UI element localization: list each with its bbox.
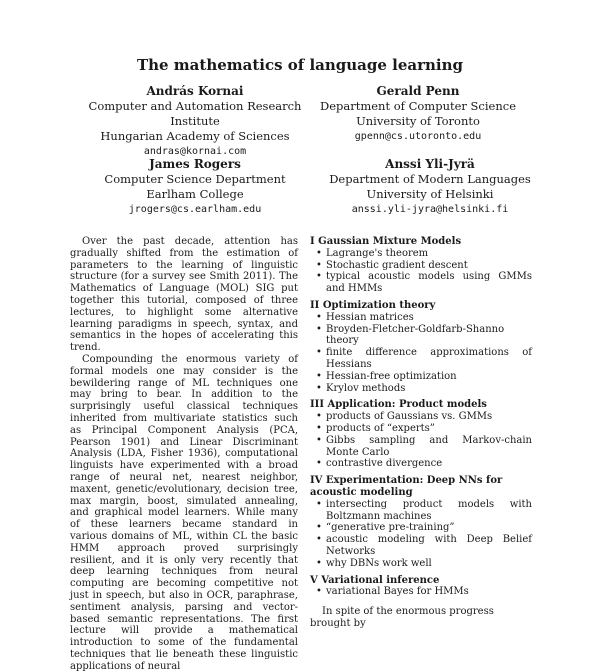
paper-title: The mathematics of language learning [136,56,464,74]
author-affiliation: University of Helsinki [366,187,494,201]
section-heading: I Gaussian Mixture Models [310,236,462,247]
list-item: • “generative pre-training” [326,522,532,534]
author-affiliation: Earlham College [146,187,244,201]
outline-section [310,399,532,470]
list-item: • intersecting product models with Boltzmann machines [326,499,532,523]
section-heading: V Variational inference [310,574,440,586]
author-affiliation: Computer and Automation Research Institute [88,99,302,128]
section-heading: II Optimization theory [310,299,436,311]
author-affiliation: Department of Modern Languages [329,172,531,186]
author-affiliation: Computer Science Department [104,172,286,186]
author-email: andras@kornai.com [143,146,247,157]
body-column-right [310,236,532,630]
outline-section [310,236,532,295]
list-item: • Broyden-Fletcher-Goldfarb-Shanno theory [326,324,532,348]
list-item: • Lagrange's theorem [326,248,532,260]
list-item: • why DBNs work well [326,558,532,570]
list-item: • Hessian matrices [326,312,532,324]
section-heading: III Application: Product models [310,399,487,411]
author-block [305,157,555,217]
author-email: gpenn@cs.utoronto.edu [354,131,482,142]
list-item: • acoustic modeling with Deep Belief Networks [326,534,532,558]
author-name: András Kornai [146,84,244,98]
author-email: jrogers@cs.earlham.edu [128,204,262,215]
author-affiliation: Department of Computer Science [319,99,517,113]
list-item: • finite difference approximations of Hessians [326,347,532,371]
list-item: • typical acoustic models using GMMs and HMMs [326,271,532,295]
author-name: Anssi Yli-Jyrä [385,157,475,171]
list-item: • products of “experts” [326,423,532,435]
body-paragraph: Compounding the enormous variety of formal models one may consider is the bewildering range of ML techniques one may bring to bear. In addition to the surprisingly useful classical techniques inherited from multivariate statistics such as Principal Component Analysis (PCA, Pearson 1901) and Linear Discriminant Analysis (LDA, Fisher 1936), computational linguists have experimented with a broad range of neural net, nearest neighbor, maxent, genetic/evolutionary, decision tree, max margin, boost, simulated annealing, and graphical model learners. While many of these learners became standard in various domains of ML, within CL the basic HMM approach proved surprisingly resilient, and it is only very recently that deep learning techniques from neural computing are becoming competitive not just in speech, but also in OCR, paraphrase, sentiment analysis, parsing and vector-based semantic representations. The first lecture will provide a mathematical introduction to some of the fundamental techniques that lie beneath these linguistic applications of neural [70,353,298,672]
list-item: • variational Bayes for HMMs [326,586,532,598]
list-item: • Hessian-free optimization [326,371,532,383]
author-name: Gerald Penn [376,84,460,98]
list-item: • products of Gaussians vs. GMMs [326,411,532,423]
outline-section [310,475,532,569]
list-item: • Stochastic gradient descent [326,260,532,272]
list-item: • Krylov methods [326,383,532,395]
body-paragraph: Over the past decade, attention has gradually shifted from the estimation of parameters to the learning of linguistic structure (for a survey see Smith 2011). The Mathematics of Language (MOL) SIG put together this tutorial, composed of three lectures, to highlight some alternative learning paradigms in speech, syntax, and semantics in the hopes of accelerating this trend. [70,236,298,354]
closing-paragraph: In spite of the enormous progress brought by [310,606,494,629]
author-email: anssi.yli-jyra@helsinki.fi [351,204,509,215]
section-heading: IV Experimentation: Deep NNs for acoustic modeling [310,475,503,498]
author-block [95,157,295,217]
author-affiliation: University of Toronto [356,114,480,128]
author-block [318,84,518,144]
list-item: • Gibbs sampling and Markov-chain Monte Carlo [326,435,532,459]
outline-section [310,300,532,394]
author-affiliation: Hungarian Academy of Sciences [100,129,290,143]
list-item: • contrastive divergence [326,458,532,470]
author-block [70,84,320,159]
body-column-left [70,236,298,672]
author-name: James Rogers [149,157,241,171]
outline-section [310,575,532,599]
